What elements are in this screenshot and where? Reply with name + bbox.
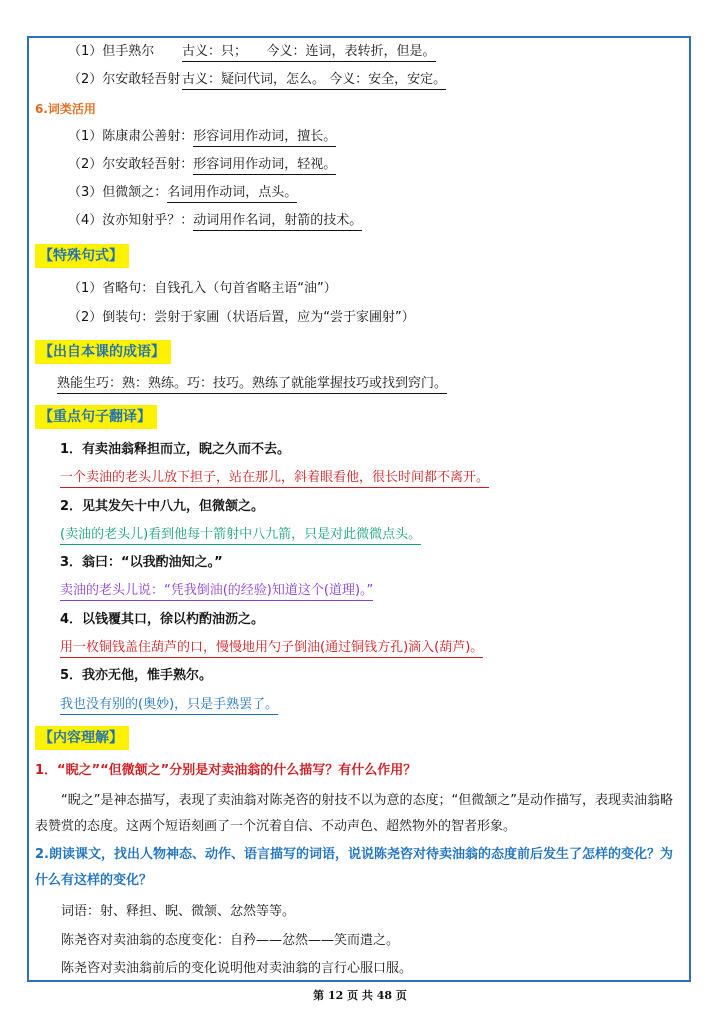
translation-text (60, 697, 278, 715)
special-item: （2）倒装句：尝射于家圃（状语后置，应为“尝于家圃射”） (68, 310, 415, 325)
wordclass-label: （2）尔安敢轻吾射： (68, 157, 194, 172)
wordclass-item (68, 185, 297, 203)
wordclass-label: （4）汝亦知射乎？： (68, 213, 194, 228)
meaning-item-1 (68, 44, 436, 62)
section-heading-translation: 【重点句子翻译】 (35, 405, 157, 429)
answer-2-line-1: 词语：射、释担、睨、微颔、忿然等等。 (61, 904, 296, 919)
idiom-text (57, 376, 447, 394)
translation-text (60, 470, 489, 488)
translation-text-span: 用一枚铜钱盖住葫芦的口，慢慢地用勺子倒油(通过铜钱方孔)滴入(葫芦)。 (60, 640, 483, 658)
translation-text-span: 一个卖油的老头儿放下担子，站在那儿，斜着眼看他，很长时间都不离开。 (60, 470, 489, 488)
answer-2-line-2: 陈尧咨对卖油翁的态度变化：自矜——忿然——笑而遣之。 (61, 933, 400, 948)
translation-source: 4．以钱覆其口，徐以杓酌油沥之。 (60, 612, 265, 627)
section-heading-content: 【内容理解】 (35, 726, 129, 750)
translation-text-span: (卖油的老头儿)看到他每十箭射中八九箭，只是对此微微点头。 (60, 527, 421, 545)
special-item: （1）省略句：自钱孔入（句首省略主语“油”） (68, 281, 337, 296)
question-1: 1．“睨之”“但微颔之”分别是对卖油翁的什么描写？有什么作用？ (35, 763, 417, 778)
wordclass-item (68, 157, 336, 175)
translation-text-span: 我也没有别的(奥妙)，只是手熟罢了。 (60, 697, 278, 715)
question-2: 2.朗读课文，找出人物神态、动作、语言描写的词语，说说陈尧咨对待卖油翁的态度前后发生了怎样的变化？为什么有这样的变化？ (35, 847, 673, 888)
answer-2-line-3: 陈尧咨对卖油翁前后的变化说明他对卖油翁的言行心服口服。 (61, 961, 413, 976)
translation-text-span: 卖油的老头儿说：“凭我倒油(的经验)知道这个(道理)。” (60, 583, 373, 601)
wordclass-item (68, 129, 336, 147)
meaning-text: 古义：只； 今义：连词，表转折，但是。 (182, 44, 436, 62)
idiom-text-span: 熟能生巧：熟：熟练。巧：技巧。熟练了就能掌握技巧或找到窍门。 (57, 376, 447, 394)
translation-text (60, 640, 483, 658)
page-footer: 第 12 页 共 48 页 (313, 989, 407, 1002)
wordclass-text: 名词用作动词，点头。 (167, 185, 297, 203)
translation-source: 5．我亦无他，惟手熟尔。 (60, 668, 213, 683)
translation-text (60, 527, 421, 545)
wordclass-label: （1）陈康肃公善射： (68, 129, 194, 144)
wordclass-label: （3）但微颔之： (68, 185, 168, 200)
wordclass-text: 形容词用作动词，擅长。 (193, 129, 336, 147)
answer-1: “睨之”是神态描写，表现了卖油翁对陈尧咨的射技不以为意的态度；“但微颔之”是动作描写，表现卖油翁略表赞赏的态度。这两个短语刻画了一个沉着自信、不动声色、超然物外的智者形象。 (35, 793, 673, 834)
meaning-label: （2）尔安敢轻吾射 (68, 72, 181, 87)
translation-source: 2．见其发矢十中八九，但微颔之。 (60, 499, 265, 514)
meaning-item-2 (68, 72, 446, 90)
translation-text (60, 583, 373, 601)
section-heading-special: 【特殊句式】 (35, 244, 129, 268)
section-heading-wordclass: 6.词类活用 (35, 102, 96, 116)
wordclass-text: 动词用作名词，射箭的技术。 (193, 213, 362, 231)
section-heading-idioms: 【出自本课的成语】 (35, 340, 171, 364)
translation-source: 1．有卖油翁释担而立，睨之久而不去。 (60, 442, 291, 457)
wordclass-text: 形容词用作动词，轻视。 (193, 157, 336, 175)
meaning-label: （1）但手熟尔 (68, 44, 155, 59)
wordclass-item (68, 213, 362, 231)
meaning-text: 古义：疑问代词，怎么。 今义：安全，安定。 (182, 72, 446, 90)
translation-source: 3．翁曰：“以我酌油知之。” (60, 555, 223, 570)
